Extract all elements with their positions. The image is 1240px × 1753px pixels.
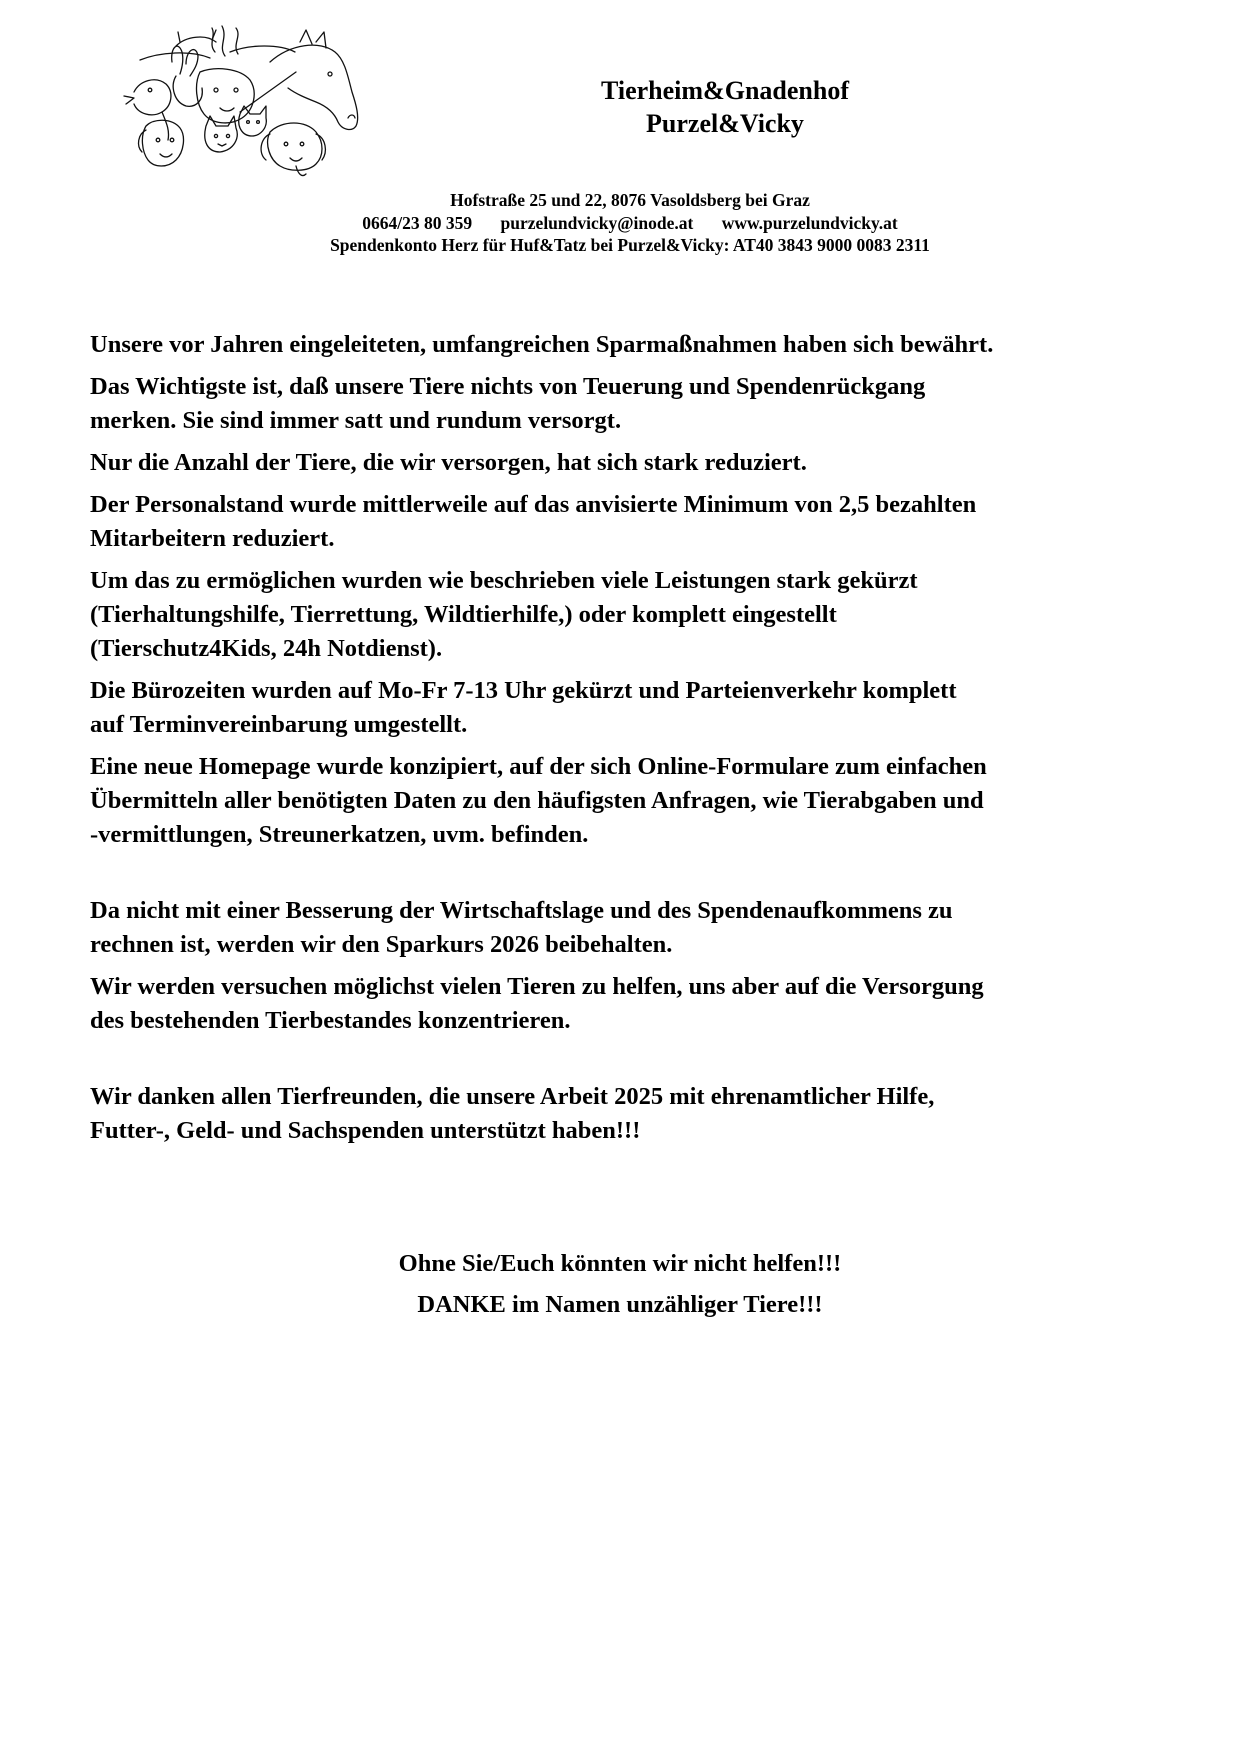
- org-title-line1: Tierheim&Gnadenhof: [601, 76, 849, 105]
- text-line: auf Terminvereinbarung umgestellt.: [90, 711, 468, 738]
- animal-sketch-logo-icon: [120, 22, 380, 192]
- text-line: Eine neue Homepage wurde konzipiert, auf der sich Online-Formulare zum einfachen: [90, 753, 987, 780]
- contact-block: [230, 189, 1030, 257]
- text-line: (Tierschutz4Kids, 24h Notdienst).: [90, 635, 443, 662]
- spacer: [90, 1046, 1190, 1080]
- spacer: [90, 860, 1190, 894]
- text-line: Unsere vor Jahren eingeleiteten, umfangreichen Sparmaßnahmen haben sich bewährt.: [90, 331, 994, 358]
- text-line: Übermitteln aller benötigten Daten zu den häufigsten Anfragen, wie Tierabgaben und: [90, 787, 984, 814]
- closing-line1: Ohne Sie/Euch könnten wir nicht helfen!!!: [398, 1250, 842, 1277]
- phone: 0664/23 80 359: [362, 212, 473, 233]
- paragraph: [90, 446, 1190, 480]
- email-link[interactable]: purzelundvicky@inode.at: [500, 212, 694, 233]
- text-line: -vermittlungen, Streunerkatzen, uvm. befinden.: [90, 821, 589, 848]
- organization-title: [560, 74, 890, 140]
- closing-line2: DANKE im Namen unzähliger Tiere!!!: [417, 1291, 823, 1318]
- website-link[interactable]: www.purzelundvicky.at: [721, 212, 898, 233]
- text-line: Die Bürozeiten wurden auf Mo-Fr 7-13 Uhr gekürzt und Parteienverkehr komplett: [90, 677, 957, 704]
- address: Hofstraße 25 und 22, 8076 Vasoldsberg bei Graz: [450, 190, 810, 210]
- text-line: Da nicht mit einer Besserung der Wirtschaftslage und des Spendenaufkommens zu: [90, 897, 953, 924]
- paragraph: [90, 488, 1190, 556]
- org-title-line2: Purzel&Vicky: [646, 109, 804, 138]
- letter-body: [90, 328, 1190, 1156]
- text-line: rechnen ist, werden wir den Sparkurs 2026 beibehalten.: [90, 931, 673, 958]
- contact-row: [230, 212, 1030, 235]
- text-line: merken. Sie sind immer satt und rundum versorgt.: [90, 407, 622, 434]
- paragraph: [90, 750, 1190, 852]
- paragraph: [90, 370, 1190, 438]
- paragraph: [90, 674, 1190, 742]
- text-line: Futter-, Geld- und Sachspenden unterstützt haben!!!: [90, 1117, 641, 1144]
- text-line: Wir danken allen Tierfreunden, die unsere Arbeit 2025 mit ehrenamtlicher Hilfe,: [90, 1083, 935, 1110]
- paragraph: [90, 894, 1190, 962]
- closing-block: [200, 1243, 1040, 1325]
- paragraph: [90, 328, 1190, 362]
- text-line: Um das zu ermöglichen wurden wie beschrieben viele Leistungen stark gekürzt: [90, 567, 918, 594]
- paragraph: [90, 1080, 1190, 1148]
- paragraph: [90, 564, 1190, 666]
- paragraph: [90, 970, 1190, 1038]
- text-line: Das Wichtigste ist, daß unsere Tiere nichts von Teuerung und Spendenrückgang: [90, 373, 926, 400]
- text-line: Wir werden versuchen möglichst vielen Tieren zu helfen, uns aber auf die Versorgung: [90, 973, 984, 1000]
- text-line: Der Personalstand wurde mittlerweile auf das anvisierte Minimum von 2,5 bezahlten: [90, 491, 977, 518]
- text-line: Nur die Anzahl der Tiere, die wir versorgen, hat sich stark reduziert.: [90, 449, 807, 476]
- text-line: des bestehenden Tierbestandes konzentrieren.: [90, 1007, 571, 1034]
- text-line: (Tierhaltungshilfe, Tierrettung, Wildtierhilfe,) oder komplett eingestellt: [90, 601, 837, 628]
- text-line: Mitarbeitern reduziert.: [90, 525, 335, 552]
- bank-account: Spendenkonto Herz für Huf&Tatz bei Purzel&Vicky: AT40 3843 9000 0083 2311: [330, 235, 930, 255]
